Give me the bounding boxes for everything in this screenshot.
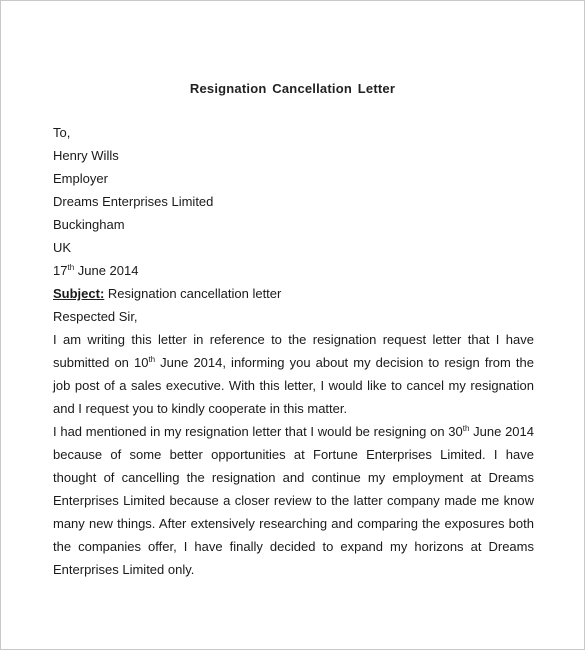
paragraph-1-part-2: June 2014, informing you about my decision to resign from the job post of a sales executive. With this letter, I would like to cancel my resignation and I request you to kindly cooperate in this matter. [53, 355, 534, 416]
letter-date [53, 259, 534, 282]
recipient-country: UK [53, 240, 72, 255]
date-suffix: th [67, 263, 75, 272]
paragraph-1 [53, 328, 534, 420]
paragraph-2 [53, 420, 534, 581]
recipient-company: Dreams Enterprises Limited [53, 194, 214, 209]
recipient-city: Buckingham [53, 217, 125, 232]
paragraph-1-part-1: I am writing this letter in reference to the resignation request letter that I have submitted on 10 [53, 332, 534, 370]
date-day: 17 [53, 263, 68, 278]
subject-text: Resignation cancellation letter [104, 286, 282, 301]
recipient-role: Employer [53, 171, 108, 186]
paragraph-1-sup: th [148, 355, 156, 364]
date-rest: June 2014 [74, 263, 139, 278]
greeting: Respected Sir, [53, 309, 138, 324]
paragraph-2-part-1: I had mentioned in my resignation letter that I would be resigning on 30 [53, 424, 463, 439]
recipient-name: Henry Wills [53, 148, 119, 163]
salutation-to: To, [53, 125, 71, 140]
subject-line [53, 282, 534, 305]
letter-body [53, 121, 534, 581]
paragraph-2-sup: th [462, 424, 470, 433]
letter-title: Resignation Cancellation Letter [189, 81, 396, 96]
subject-label: Subject: [53, 286, 105, 301]
paragraph-2-part-2: June 2014 because of some better opportunities at Fortune Enterprises Limited. I have thought of cancelling the resignation and continue my employment at Dreams Enterprises Limited because a closer review to the latter company made me know many new things. After extensively researching and comparing the exposures both the companies offer, I have finally decided to expand my horizons at Dreams Enterprises Limited only. [53, 424, 534, 577]
